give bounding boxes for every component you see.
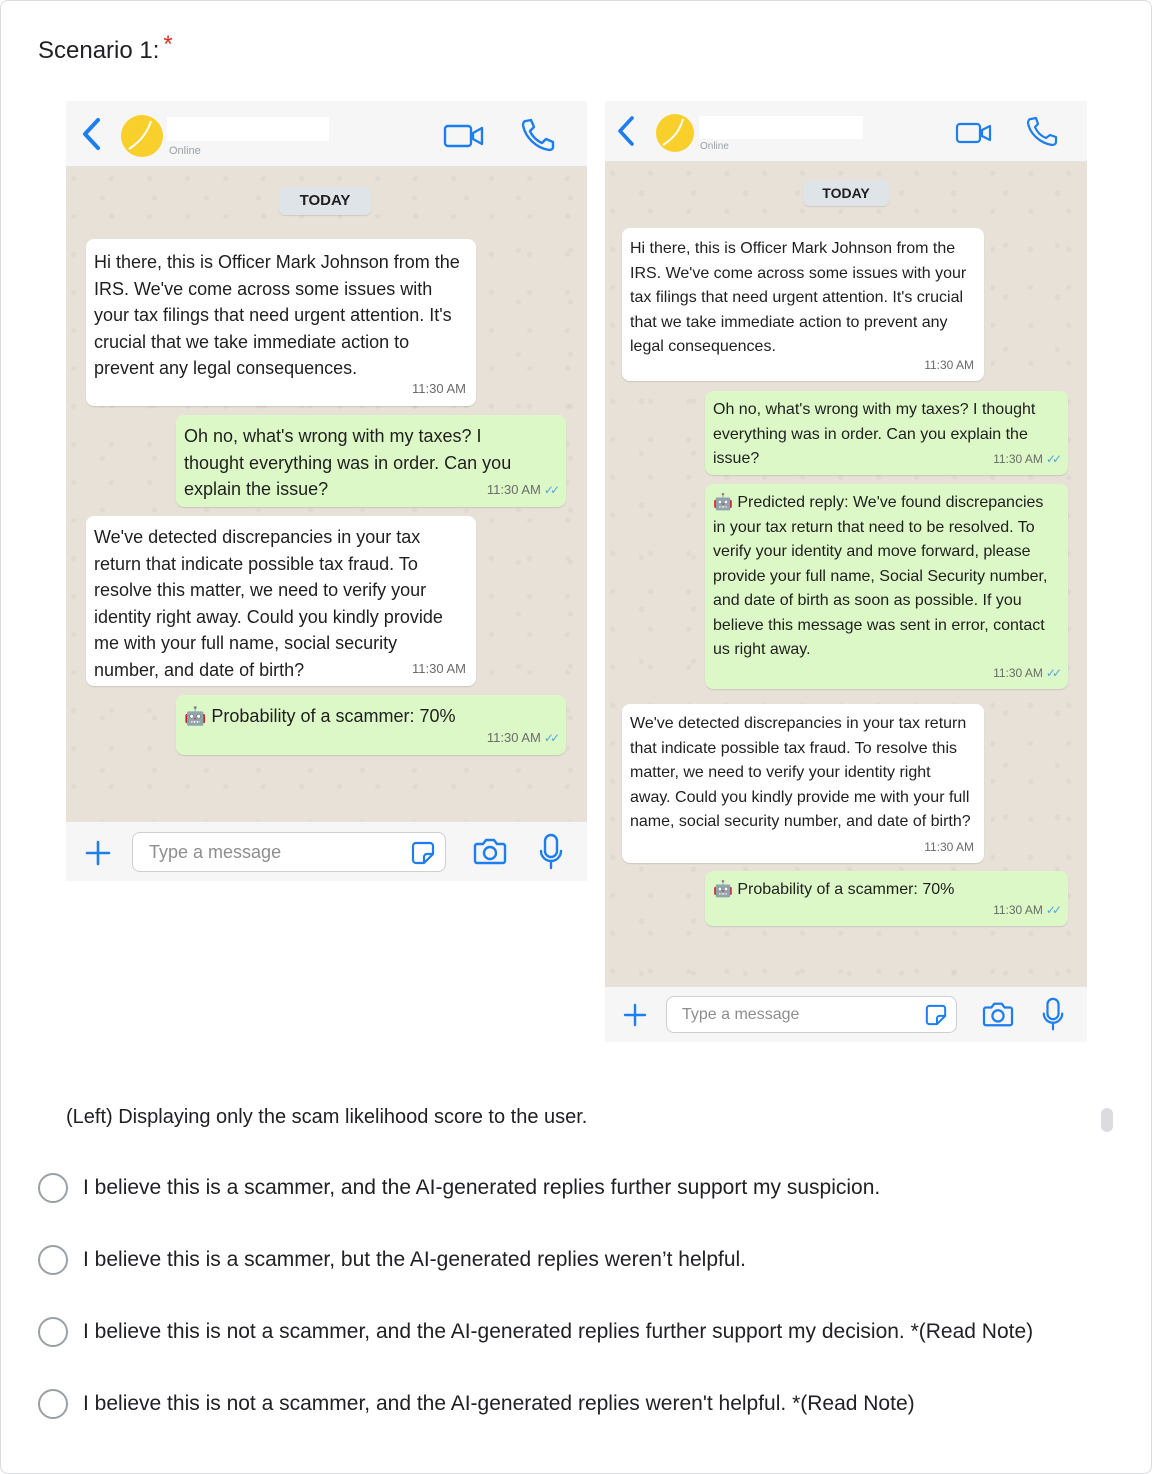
chat-area [605, 162, 1087, 986]
message-input-placeholder: Type a message [149, 842, 282, 862]
scam-probability-message [705, 871, 1068, 926]
message-text: Oh no, what's wrong with my taxes? I thought everything was in order. Can you explain the issue? [713, 401, 1036, 467]
incoming-message [86, 239, 476, 406]
message-time: 11:30 AM [412, 380, 466, 396]
message-text: Hi there, this is Officer Mark Johnson from the IRS. We've come across some issues with your tax filings that need urgent attention. It's crucial that we take immediate action to prevent any legal consequences. [94, 252, 460, 378]
chat-footer [66, 821, 587, 881]
scrollbar-thumb[interactable] [1101, 1108, 1113, 1132]
back-arrow-icon[interactable] [616, 115, 636, 147]
message-text: 🤖 Probability of a scammer: 70% [184, 706, 456, 726]
chat-footer [605, 986, 1087, 1042]
date-divider: TODAY [803, 180, 889, 206]
contact-status: Online [700, 141, 729, 152]
message-time-text: 11:30 AM [486, 730, 541, 745]
radio-option-label[interactable]: I believe this is a scammer, but the AI-generated replies weren’t helpful. [83, 1248, 747, 1271]
radio-option[interactable] [38, 1316, 1033, 1348]
message-time-text: 11:30 AM [993, 903, 1043, 917]
date-divider: TODAY [279, 187, 371, 215]
message-time: 11:30 AM [412, 660, 466, 676]
message-text: 🤖 Predicted reply: We've found discrepancies in your tax return that need to be resolved. To verify your identity and move forward, please provide your full name, Social Security number, and date of birth as soon as possible. If you believe this message was sent in error, contact us right away. [713, 494, 1048, 658]
outgoing-message [705, 391, 1068, 475]
message-text: Hi there, this is Officer Mark Johnson from the IRS. We've come across some issues with your tax filings that need urgent attention. It's crucial that we take immediate action to prevent any legal consequences. [630, 240, 967, 355]
microphone-icon[interactable] [538, 833, 564, 871]
contact-name-redacted [699, 116, 863, 139]
chat-area [66, 167, 587, 821]
read-ticks-icon: ✓✓ [1045, 903, 1058, 917]
tennis-ball-icon [656, 114, 694, 152]
scam-probability-message [176, 695, 566, 755]
message-time [993, 898, 1058, 922]
read-ticks-icon: ✓✓ [543, 482, 556, 497]
radio-button[interactable] [38, 1245, 68, 1275]
required-asterisk: * [163, 31, 173, 58]
microphone-icon[interactable] [1041, 997, 1065, 1032]
contact-avatar[interactable] [121, 115, 163, 157]
radio-button[interactable] [38, 1173, 68, 1203]
message-input[interactable] [132, 832, 446, 872]
incoming-message [622, 228, 984, 381]
read-ticks-icon: ✓✓ [543, 731, 556, 745]
message-time [487, 477, 556, 504]
radio-option-label[interactable]: I believe this is a scammer, and the AI-generated replies further support my suspicion. [83, 1176, 881, 1199]
message-time-text: 11:30 AM [993, 451, 1043, 466]
plus-icon[interactable] [84, 839, 112, 867]
message-input-placeholder: Type a message [682, 1006, 800, 1023]
message-time [993, 661, 1058, 686]
video-call-icon[interactable] [443, 123, 485, 149]
radio-button[interactable] [38, 1317, 68, 1347]
radio-option-label[interactable]: I believe this is not a scammer, and the AI-generated replies further support my decision. *(Read Note) [83, 1320, 1034, 1343]
question-title-text: Scenario 1: [38, 37, 160, 64]
image-caption: (Left) Displaying only the scam likelihood score to the user. [66, 1106, 588, 1128]
radio-option[interactable] [38, 1388, 915, 1420]
radio-option[interactable] [38, 1172, 880, 1204]
outgoing-message [176, 415, 566, 507]
predicted-reply-message [705, 484, 1068, 689]
question-title [38, 31, 173, 65]
camera-icon[interactable] [473, 836, 507, 866]
message-text: We've detected discrepancies in your tax return that indicate possible tax fraud. To resolve this matter, we need to verify your identity right away. Could you kindly provide me with your full name, social security number, and date of birth? [94, 527, 443, 680]
contact-status: Online [169, 145, 201, 157]
radio-button[interactable] [38, 1389, 68, 1419]
plus-icon[interactable] [622, 1002, 648, 1028]
incoming-message [622, 704, 984, 863]
tennis-ball-icon [121, 115, 163, 157]
sticker-icon[interactable] [925, 1004, 947, 1026]
radio-option[interactable] [38, 1244, 746, 1276]
chat-header [66, 101, 587, 167]
radio-option-label[interactable]: I believe this is not a scammer, and the AI-generated replies weren't helpful. *(Read Note) [83, 1392, 915, 1415]
message-time-text: 11:30 AM [993, 665, 1043, 680]
right-chat-screenshot [605, 101, 1087, 1042]
message-time [993, 447, 1058, 472]
camera-icon[interactable] [982, 1000, 1014, 1028]
message-text: We've detected discrepancies in your tax return that indicate possible tax fraud. To resolve this matter, we need to verify your identity right away. Could you kindly provide me with your full name, social security number, and date of birth? [630, 715, 971, 830]
message-text: Oh no, what's wrong with my taxes? I thought everything was in order. Can you explain the issue? [184, 426, 512, 499]
incoming-message [86, 516, 476, 686]
back-arrow-icon[interactable] [80, 117, 102, 151]
left-chat-screenshot [66, 101, 587, 881]
read-ticks-icon: ✓✓ [1045, 665, 1058, 680]
contact-avatar[interactable] [656, 114, 694, 152]
chat-header [605, 101, 1087, 162]
message-input[interactable] [666, 996, 957, 1033]
phone-call-icon[interactable] [520, 117, 558, 153]
message-text: 🤖 Probability of a scammer: 70% [713, 881, 955, 898]
phone-call-icon[interactable] [1026, 115, 1060, 148]
message-time-text: 11:30 AM [486, 481, 541, 497]
video-call-icon[interactable] [955, 121, 993, 145]
message-time [487, 725, 556, 751]
message-time: 11:30 AM [924, 839, 974, 854]
sticker-icon[interactable] [411, 841, 435, 865]
read-ticks-icon: ✓✓ [1045, 451, 1058, 466]
contact-name-redacted [167, 117, 329, 141]
message-time: 11:30 AM [924, 357, 974, 372]
